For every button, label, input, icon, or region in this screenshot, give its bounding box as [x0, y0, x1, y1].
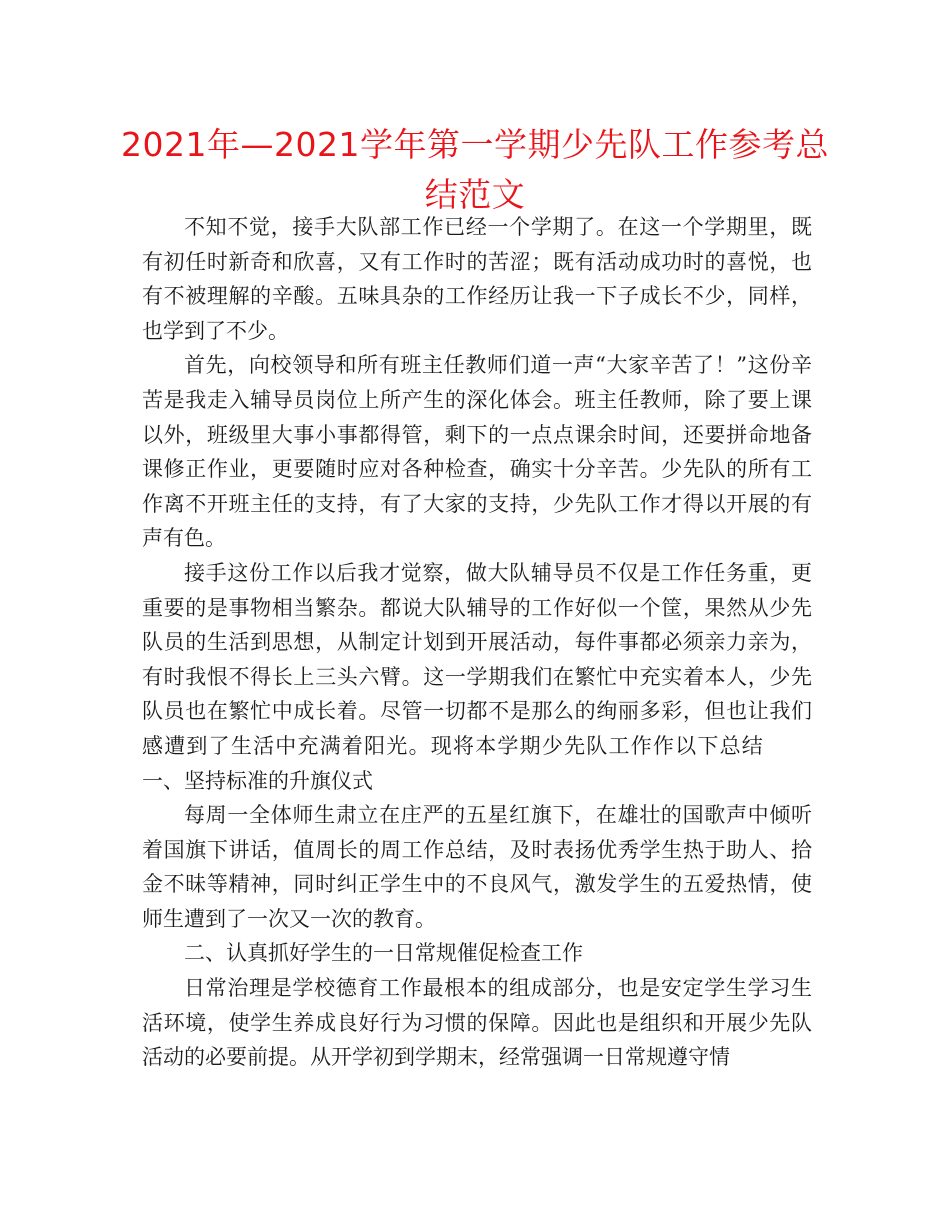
paragraph-daily-management: 日常治理是学校德育工作最根本的组成部分，也是安定学生学习生活环境，使学生养成良好行为习惯的保障。因此也是组织和开展少先队活动的必要前提。从开学初到学期末，经常强调一日常规遵守情: [142, 976, 812, 1070]
document-body: [142, 210, 812, 1075]
paragraph-thanks: 首先，向校领导和所有班主任教师们道一声“大家辛苦了！”这份辛苦是我走入辅导员岗位上所产生的深化体会。班主任教师，除了要上课以外，班级里大事小事都得管，剩下的一点点课余时间，还要拼命地备课修正作业，更要随时应对各种检查，确实十分辛苦。少先队的所有工作离不开班主任的支持，有了大家的支持，少先队工作才得以开展的有声有色。: [142, 353, 812, 551]
paragraph-experience: [142, 556, 812, 798]
section-heading-2: 二、认真抓好学生的一日常规催促检查工作: [184, 941, 583, 966]
document-title: 2021年—2021学年第一学期少先队工作参考总结范文: [121, 125, 829, 214]
paragraph-experience-text: 接手这份工作以后我才觉察，做大队辅导员不仅是工作任务重，更重要的是事物相当繁杂。都说大队辅导的工作好似一个筐，果然从少先队员的生活到思想，从制定计划到开展活动，每件事都必须亲力亲为，有时我恨不得长上三头六臂。这一学期我们在繁忙中充实着本人，少先队员也在繁忙中成长着。尽管一切都不是那么的绚丽多彩，但也让我们感遭到了生活中充满着阳光。现将本学期少先队工作作以下总结: [142, 560, 812, 758]
paragraph-intro: 不知不觉，接手大队部工作已经一个学期了。在这一个学期里，既有初任时新奇和欣喜，又有工作时的苦涩；既有活动成功时的喜悦，也有不被理解的辛酸。五味具杂的工作经历让我一下子成长不少，同样，也学到了不少。: [142, 215, 812, 343]
section-heading-1: 一、坚持标准的升旗仪式: [142, 768, 373, 793]
paragraph-flag-ceremony: 每周一全体师生肃立在庄严的五星红旗下，在雄壮的国歌声中倾听着国旗下讲话，值周长的周工作总结，及时表扬优秀学生热于助人、拾金不昧等精神，同时纠正学生中的不良风气，激发学生的五爱热情，使师生遭到了一次又一次的教育。: [142, 803, 812, 931]
